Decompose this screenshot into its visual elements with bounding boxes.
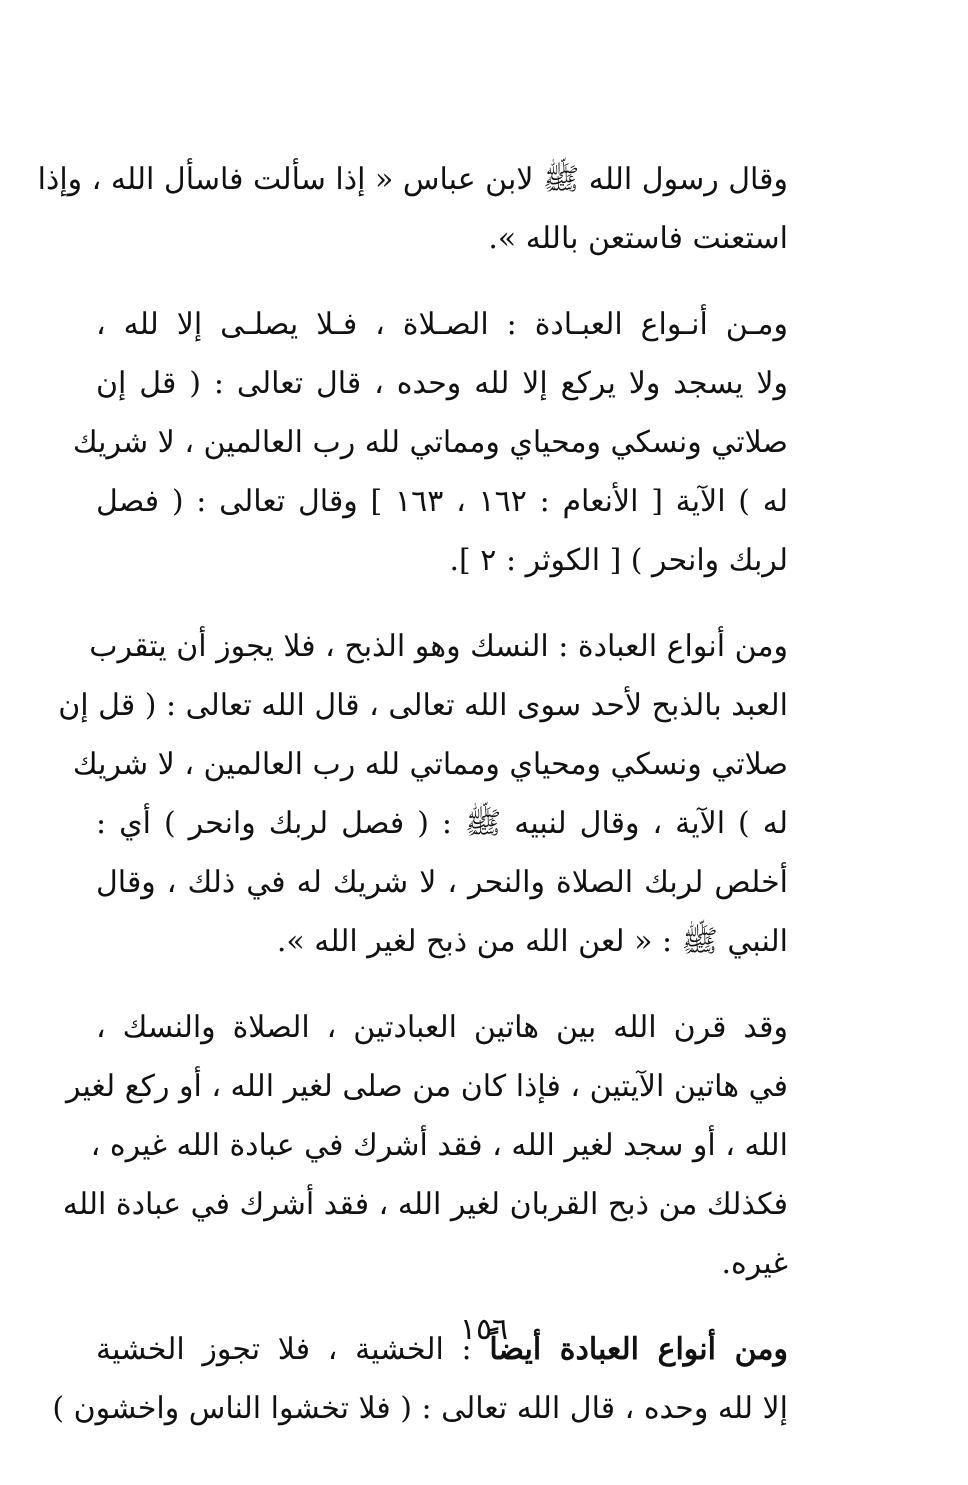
text-line: ومـن أنـواع العبـادة : الصـلاة ، فـلا يصلـى إلا لله ، (96, 307, 788, 342)
paragraph-hadith-ibn-abbas (37, 150, 848, 268)
text-line: ولا يسجد ولا يركع إلا لله وحده ، قال تعالى : ( قل إن (96, 366, 788, 401)
text-line: إلا لله وحده ، قال الله تعالى : ( فلا تخشوا الناس واخشون ) (52, 1391, 788, 1426)
bold-lead-phrase: ومن أنواع العبادة أيضاً (489, 1332, 788, 1367)
text-line: في هاتين الآيتين ، فإذا كان من صلى لغير الله ، أو ركع لغير (65, 1069, 788, 1104)
page-body (37, 150, 848, 1465)
text-line: له ) الآية [ الأنعام : ١٦٢ ، ١٦٣ ] وقال تعالى : ( فصل (96, 484, 788, 519)
paragraph-sacrifice (58, 617, 848, 971)
text-line: ومن أنواع العبادة : النسك وهو الذبح ، فلا يجوز أن يتقرب (89, 629, 788, 664)
text-line: استعنت فاستعن بالله ». (488, 221, 788, 256)
paragraph-prayer (72, 295, 848, 590)
text-line: أخلص لربك الصلاة والنحر ، لا شريك له في ذلك ، وقال (96, 865, 788, 900)
text-fragment: : الخشية ، فلا تجوز الخشية (96, 1332, 490, 1367)
text-line: العبد بالذبح لأحد سوى الله تعالى ، قال الله تعالى : ( قل إن (58, 688, 788, 723)
text-line: فكذلك من ذبح القربان لغير الله ، فقد أشرك في عبادة الله (62, 1187, 788, 1222)
text-line: وقد قرن الله بين هاتين العبادتين ، الصلاة والنسك ، (96, 1010, 788, 1045)
text-line: النبي ﷺ : « لعن الله من ذبح لغير الله ». (276, 924, 788, 959)
text-line: لربك وانحر ) [ الكوثر : ٢ ]. (449, 543, 788, 578)
text-line: غيره. (721, 1246, 788, 1281)
text-line: الله ، أو سجد لغير الله ، فقد أشرك في عبادة الله غيره ، (90, 1128, 788, 1163)
text-line: وقال رسول الله ﷺ لابن عباس « إذا سألت فاسأل الله ، وإذا (37, 162, 788, 197)
text-line: صلاتي ونسكي ومحياي ومماتي لله رب العالمين ، لا شريك (72, 747, 788, 782)
paragraph-two-worships (62, 998, 848, 1293)
page-number: ١٥٦ (459, 1312, 509, 1347)
text-line: صلاتي ونسكي ومحياي ومماتي لله رب العالمين ، لا شريك (72, 425, 788, 460)
text-line: له ) الآية ، وقال لنبيه ﷺ : ( فصل لربك وانحر ) أي : (96, 806, 788, 841)
